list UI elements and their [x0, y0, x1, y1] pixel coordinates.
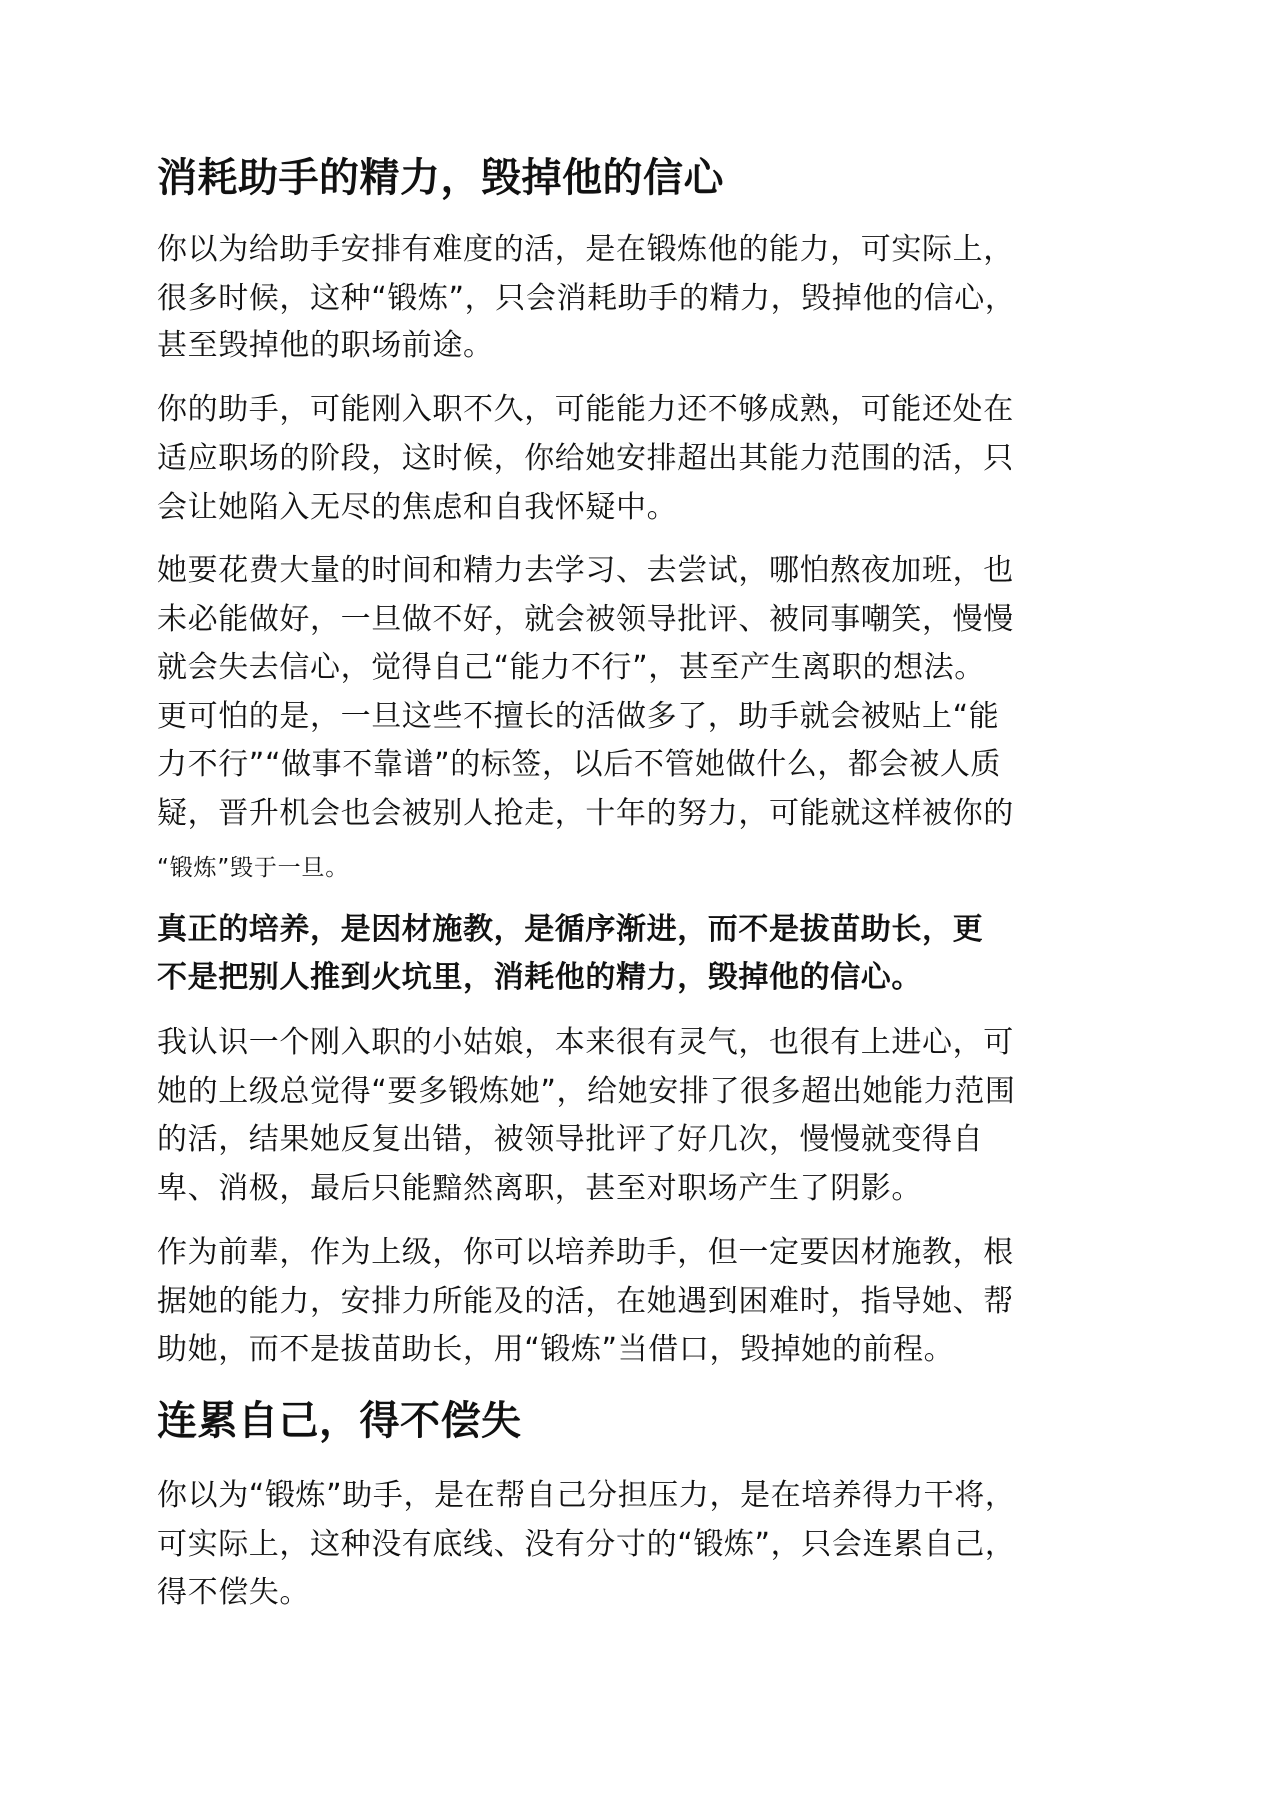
- paragraph-line: 力不行”“做事不靠谱”的标签，以后不管她做什么，都会被人质: [157, 747, 1002, 782]
- paragraph-line: 就会失去信心，觉得自己“能力不行”，甚至产生离职的想法。: [157, 650, 985, 685]
- paragraph-line: 未必能做好，一旦做不好，就会被领导批评、被同事嘲笑，慢慢: [157, 602, 1014, 637]
- paragraph-line: 助她，而不是拔苗助长，用“锻炼”当借口，毁掉她的前程。: [157, 1332, 955, 1367]
- paragraph-line: 适应职场的阶段，这时候，你给她安排超出其能力范围的活，只: [157, 441, 1014, 476]
- section-heading: 消耗助手的精力，毁掉他的信心: [157, 155, 724, 201]
- section-heading: 连累自己，得不偿失: [157, 1398, 522, 1444]
- emphasis-line: 真正的培养，是因材施教，是循序渐进，而不是拔苗助长，更: [157, 912, 984, 947]
- paragraph-line: 的活，结果她反复出错，被领导批评了好几次，慢慢就变得自: [157, 1122, 984, 1157]
- paragraph-line: 得不偿失。: [157, 1575, 310, 1610]
- paragraph-line: 你以为“锻炼”助手，是在帮自己分担压力，是在培养得力干将，: [157, 1478, 1016, 1513]
- paragraph-line: 疑，晋升机会也会被别人抢走，十年的努力，可能就这样被你的: [157, 796, 1014, 831]
- paragraph-line: 她要花费大量的时间和精力去学习、去尝试，哪怕熬夜加班，也: [157, 553, 1014, 588]
- paragraph-line: 你的助手，可能刚入职不久，可能能力还不够成熟，可能还处在: [157, 392, 1014, 427]
- paragraph-line: 更可怕的是，一旦这些不擅长的活做多了，助手就会被贴上“能: [157, 699, 1000, 734]
- paragraph-line: 会让她陷入无尽的焦虑和自我怀疑中。: [157, 490, 678, 525]
- paragraph-line: 作为前辈，作为上级，你可以培养助手，但一定要因材施教，根: [157, 1235, 1014, 1270]
- paragraph-line: 你以为给助手安排有难度的活，是在锻炼他的能力，可实际上，: [157, 232, 1014, 267]
- paragraph-line: 卑、消极，最后只能黯然离职，甚至对职场产生了阴影。: [157, 1171, 922, 1206]
- paragraph-line: 我认识一个刚入职的小姑娘，本来很有灵气，也很有上进心，可: [157, 1025, 1014, 1060]
- emphasis-line: 不是把别人推到火坑里，消耗他的精力，毁掉他的信心。: [157, 960, 922, 995]
- paragraph-line: 甚至毁掉他的职场前途。: [157, 328, 494, 363]
- paragraph-line: 很多时候，这种“锻炼”，只会消耗助手的精力，毁掉他的信心，: [157, 281, 1016, 316]
- paragraph-line: 据她的能力，安排力所能及的活，在她遇到困难时，指导她、帮: [157, 1284, 1014, 1319]
- paragraph-line: “锻炼”毁于一旦。: [157, 855, 350, 881]
- paragraph-line: 她的上级总觉得“要多锻炼她”，给她安排了很多超出她能力范围: [157, 1074, 1016, 1109]
- paragraph-line: 可实际上，这种没有底线、没有分寸的“锻炼”，只会连累自己，: [157, 1527, 1016, 1562]
